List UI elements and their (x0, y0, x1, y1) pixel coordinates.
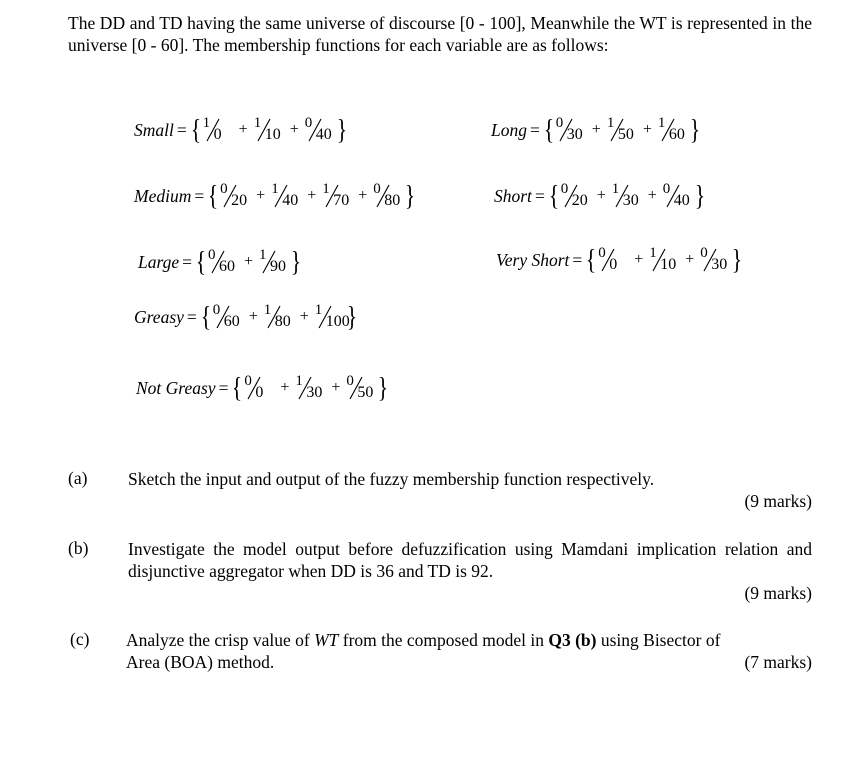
membership-degree: 1 (606, 115, 615, 131)
membership-term (658, 113, 688, 147)
equals-sign: = (182, 251, 193, 272)
plus-sign: + (280, 379, 290, 396)
eq-large (138, 242, 303, 282)
plus-sign: + (289, 121, 299, 138)
equals-sign: = (572, 249, 583, 270)
plus-sign: + (256, 187, 266, 204)
element-value: 30 (306, 384, 323, 401)
eq-very-short (496, 240, 744, 280)
membership-term (295, 371, 325, 405)
equals-sign: = (186, 306, 197, 327)
eq-small (134, 110, 349, 150)
element-value: 10 (660, 256, 677, 273)
membership-degree: 0 (373, 181, 381, 197)
equals-sign: = (534, 185, 545, 206)
membership-degree: 1 (611, 181, 620, 197)
plus-sign: + (642, 121, 652, 138)
open-brace: { (232, 371, 243, 404)
element-value: 20 (571, 192, 588, 209)
membership-term (305, 113, 335, 147)
membership-degree: 0 (244, 373, 252, 389)
question-a-marks: (9 marks) (744, 491, 812, 511)
plus-sign: + (243, 253, 253, 270)
plus-sign: + (358, 187, 368, 204)
element-value: 30 (711, 256, 728, 273)
open-brace: { (543, 113, 555, 146)
eq-not-greasy (136, 368, 390, 408)
close-brace: } (404, 179, 416, 212)
membership-term (322, 179, 352, 213)
close-brace: } (732, 243, 743, 276)
plus-sign: + (647, 187, 657, 204)
membership-term (556, 113, 586, 147)
plus-sign: + (238, 121, 248, 138)
element-value: 30 (622, 192, 639, 209)
membership-degree: 0 (346, 373, 354, 389)
question-c-marks: (7 marks) (744, 652, 812, 672)
membership-term (649, 243, 679, 277)
membership-degree: 1 (253, 115, 262, 131)
element-value: 60 (668, 126, 685, 143)
element-value: 10 (264, 126, 281, 143)
element-value: 40 (282, 192, 299, 209)
membership-term (244, 371, 274, 405)
question-c-text-mid: from the composed model in (338, 630, 549, 650)
eq-short (494, 176, 707, 216)
intro-paragraph: The DD and TD having the same universe of discourse [0 - 100], Meanwhile the WT is represented in the universe [0 - 60]. The membership functions for each variable are as follows: (68, 13, 812, 55)
close-brace: } (336, 113, 347, 146)
equals-sign: = (176, 119, 187, 140)
question-c-text-after: using Bisector of Area (BOA) method. (126, 630, 721, 672)
membership-degree: 1 (295, 373, 303, 389)
membership-degree: 1 (322, 181, 330, 197)
membership-term (373, 179, 403, 213)
set-name: Small (134, 119, 174, 140)
membership-term (259, 245, 289, 279)
question-c-label: (c) (70, 629, 90, 649)
element-value: 0 (213, 126, 222, 143)
membership-term (561, 179, 591, 213)
plus-sign: + (248, 308, 258, 325)
open-brace: { (207, 179, 219, 212)
membership-degree: 0 (220, 181, 228, 197)
open-brace: { (195, 245, 207, 278)
plus-sign: + (634, 251, 644, 268)
membership-term (254, 113, 284, 147)
membership-term (598, 243, 628, 277)
equals-sign: = (218, 377, 229, 398)
element-value: 90 (270, 258, 286, 275)
membership-term (607, 113, 637, 147)
element-value: 60 (218, 258, 235, 275)
membership-term (203, 113, 233, 147)
question-b-text: Investigate the model output before defuzzification using Mamdani implication relation and disjunctive aggregator when DD is 36 and TD is 92. (128, 539, 812, 581)
element-value: 100 (325, 313, 350, 330)
open-brace: { (586, 243, 597, 276)
membership-degree: 0 (555, 115, 564, 131)
equals-sign: = (529, 119, 540, 140)
plus-sign: + (331, 379, 341, 396)
element-value: 0 (609, 256, 618, 273)
element-value: 0 (255, 384, 264, 401)
membership-term (271, 179, 301, 213)
element-value: 50 (357, 384, 374, 401)
eq-long (491, 110, 702, 150)
element-value: 40 (315, 126, 332, 143)
eq-medium (134, 176, 417, 216)
question-b-label: (b) (68, 538, 89, 558)
open-brace: { (190, 113, 201, 146)
close-brace: } (694, 179, 705, 212)
set-name: Medium (134, 185, 192, 206)
element-value: 40 (673, 192, 690, 209)
set-name: Short (494, 185, 532, 206)
membership-term (700, 243, 730, 277)
question-c-reference: Q3 (b) (548, 630, 597, 650)
membership-term (612, 179, 642, 213)
question-c-variable: WT (314, 630, 339, 650)
membership-term (264, 300, 294, 334)
element-value: 80 (384, 192, 401, 209)
membership-degree: 0 (560, 181, 569, 197)
membership-term (663, 179, 693, 213)
set-name: Greasy (134, 306, 184, 327)
close-brace: } (689, 113, 701, 146)
close-brace: } (346, 300, 357, 333)
membership-degree: 0 (304, 115, 313, 131)
plus-sign: + (685, 251, 695, 268)
question-a-text: Sketch the input and output of the fuzzy membership function respectively. (128, 469, 655, 489)
close-brace: } (378, 371, 389, 404)
membership-term (213, 300, 243, 334)
membership-degree: 0 (207, 247, 216, 263)
set-name: Very Short (496, 249, 570, 270)
plus-sign: + (307, 187, 317, 204)
plus-sign: + (596, 187, 606, 204)
eq-greasy (134, 297, 359, 337)
close-brace: } (290, 245, 302, 278)
membership-term (314, 300, 350, 334)
membership-degree: 0 (700, 245, 708, 261)
open-brace: { (548, 179, 559, 212)
membership-degree: 0 (598, 245, 606, 261)
question-a-label: (a) (68, 468, 88, 488)
membership-degree: 1 (314, 302, 323, 318)
equals-sign: = (194, 185, 205, 206)
membership-degree: 0 (212, 302, 221, 318)
question-c-text-before: Analyze the crisp value of (126, 630, 315, 650)
membership-term (208, 245, 238, 279)
element-value: 20 (231, 192, 248, 209)
question-b-marks: (9 marks) (744, 583, 812, 603)
open-brace: { (200, 300, 211, 333)
plus-sign: + (591, 121, 601, 138)
membership-degree: 1 (263, 302, 272, 318)
membership-degree: 1 (649, 245, 657, 261)
membership-term (220, 179, 250, 213)
membership-degree: 1 (259, 247, 267, 263)
element-value: 30 (566, 126, 583, 143)
membership-degree: 1 (271, 181, 279, 197)
membership-degree: 1 (202, 115, 211, 131)
set-name: Large (138, 251, 180, 272)
membership-term (346, 371, 376, 405)
membership-degree: 0 (662, 181, 671, 197)
element-value: 50 (617, 126, 634, 143)
element-value: 70 (333, 192, 350, 209)
set-name: Long (491, 119, 527, 140)
set-name: Not Greasy (136, 377, 216, 398)
question-c-text (126, 629, 726, 673)
element-value: 60 (223, 313, 240, 330)
element-value: 80 (274, 313, 291, 330)
membership-degree: 1 (657, 115, 666, 131)
plus-sign: + (299, 308, 309, 325)
